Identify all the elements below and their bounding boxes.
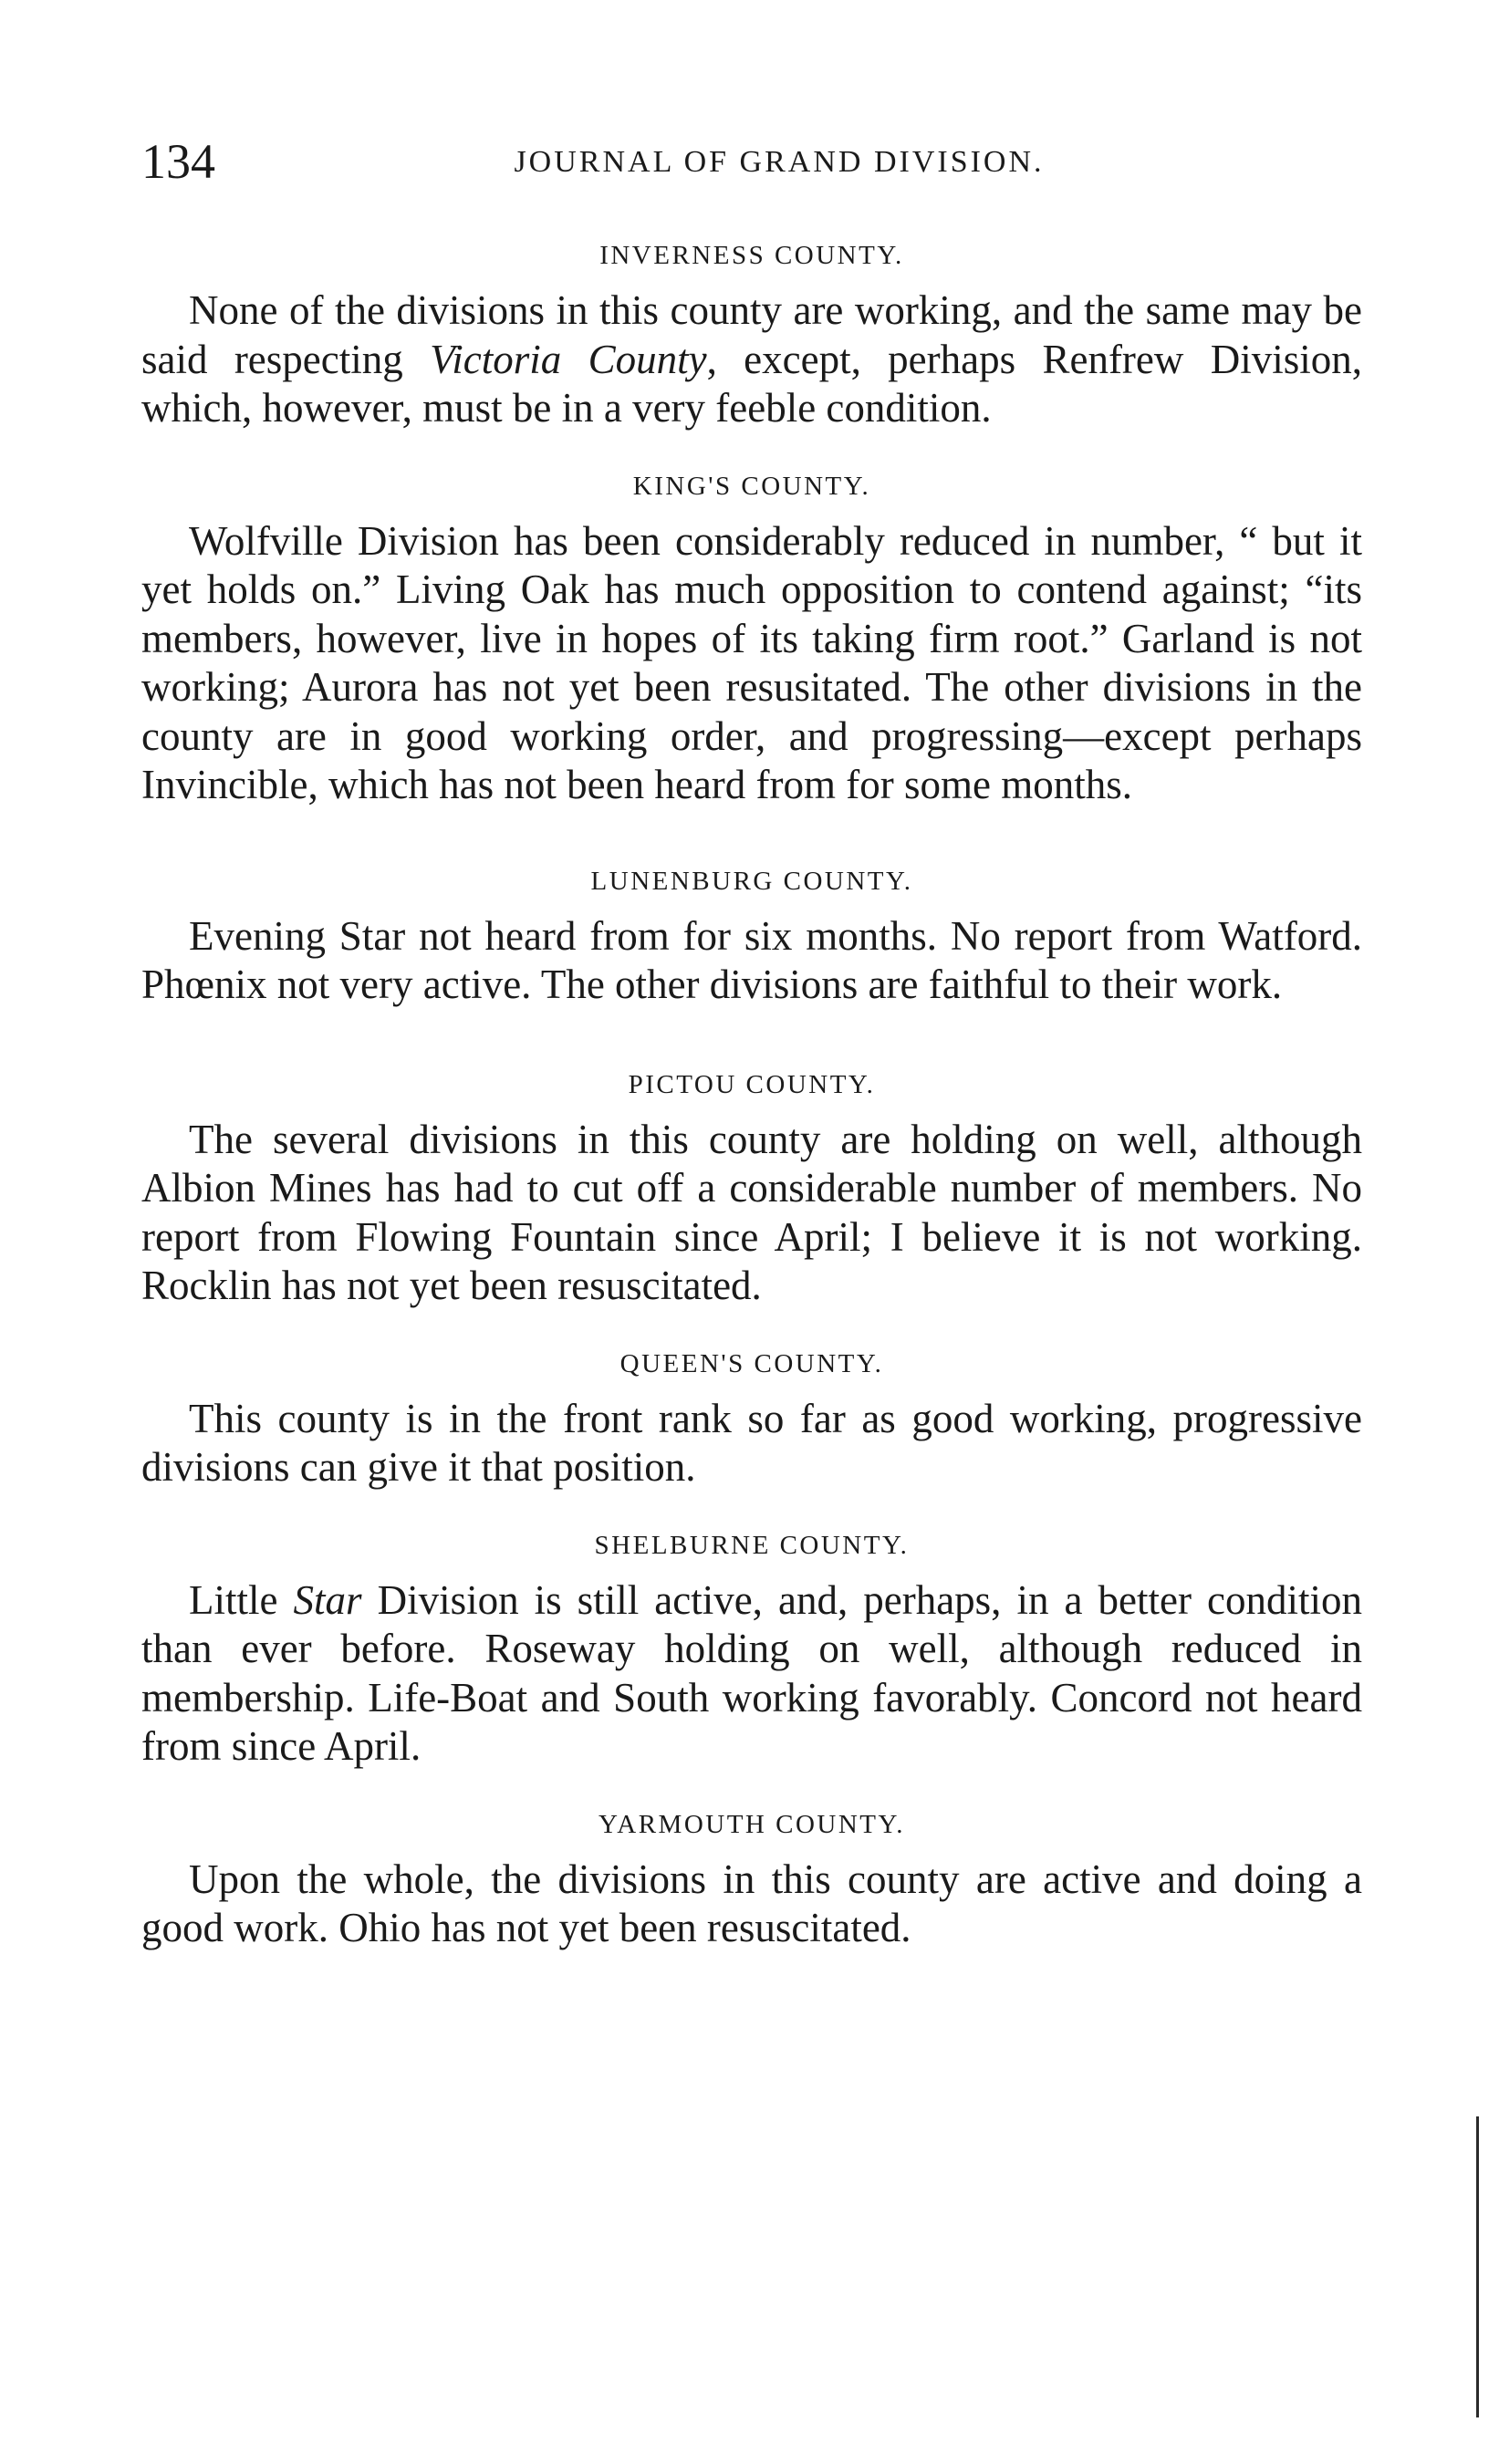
section-paragraph xyxy=(141,286,1362,433)
section-paragraph: Evening Star not heard from for six months. No report from Watford. Phœnix not very active. The other divisions are faithful to their work. xyxy=(141,912,1362,1007)
running-head xyxy=(141,134,1362,201)
section-pictou xyxy=(141,1066,1362,1311)
italic-text: Victoria County xyxy=(430,336,707,382)
paragraph-text: Little xyxy=(189,1576,294,1623)
section-yarmouth xyxy=(141,1806,1362,1953)
section-heading: SHELBURNE COUNTY. xyxy=(594,1530,910,1560)
section-queens xyxy=(141,1346,1362,1492)
section-heading: PICTOU COUNTY. xyxy=(628,1069,876,1099)
section-kings xyxy=(141,468,1362,810)
section-paragraph: Wolfville Division has been considerably reduced in number, “ but it yet holds on.” Living Oak has much opposition to contend against; “its members, however, live in hopes of its taking firm root.” Garland is not working; Aurora has not yet been resusitated. The other divisions in the county are in good working order, and progressing—except perhaps Invincible, which has not been heard from for some months. xyxy=(141,517,1362,807)
section-inverness xyxy=(141,237,1362,433)
section-heading: QUEEN'S COUNTY. xyxy=(619,1348,884,1378)
page-number: 134 xyxy=(141,134,215,189)
section-shelburne xyxy=(141,1527,1362,1772)
journal-title: JOURNAL OF GRAND DIVISION. xyxy=(514,145,1045,179)
italic-text: Star xyxy=(293,1576,362,1623)
section-heading: YARMOUTH COUNTY. xyxy=(599,1809,905,1839)
paragraph-text: Division is still active, and, perhaps, in a better condition than ever before. Roseway holding on well, although reduced in membership. Life-Boat and South working favorably. Concord not heard from since April. xyxy=(141,1576,1362,1769)
scan-edge-line xyxy=(1476,2116,1479,2417)
section-heading: KING'S COUNTY. xyxy=(632,471,871,501)
section-lunenburg xyxy=(141,863,1362,1010)
section-paragraph xyxy=(141,1576,1362,1772)
section-paragraph: The several divisions in this county are holding on well, although Albion Mines has had to cut off a considerable number of members. No report from Flowing Fountain since April; I believe it is not working. Rocklin has not yet been resuscitated. xyxy=(141,1116,1362,1308)
paragraph-text: None of the divisions in this county are working, and the same may be said respecting xyxy=(141,287,1362,382)
paragraph-text: , except, perhaps Renfrew Division, which, however, must be in a very feeble condition. xyxy=(141,336,1362,431)
section-heading: INVERNESS COUNTY. xyxy=(599,241,904,270)
document-page xyxy=(141,134,1362,1988)
section-heading: LUNENBURG COUNTY. xyxy=(590,866,913,896)
section-paragraph: Upon the whole, the divisions in this county are active and doing a good work. Ohio has not yet been resuscitated. xyxy=(141,1856,1362,1950)
section-paragraph: This county is in the front rank so far as good working, progressive divisions can give it that position. xyxy=(141,1395,1362,1490)
